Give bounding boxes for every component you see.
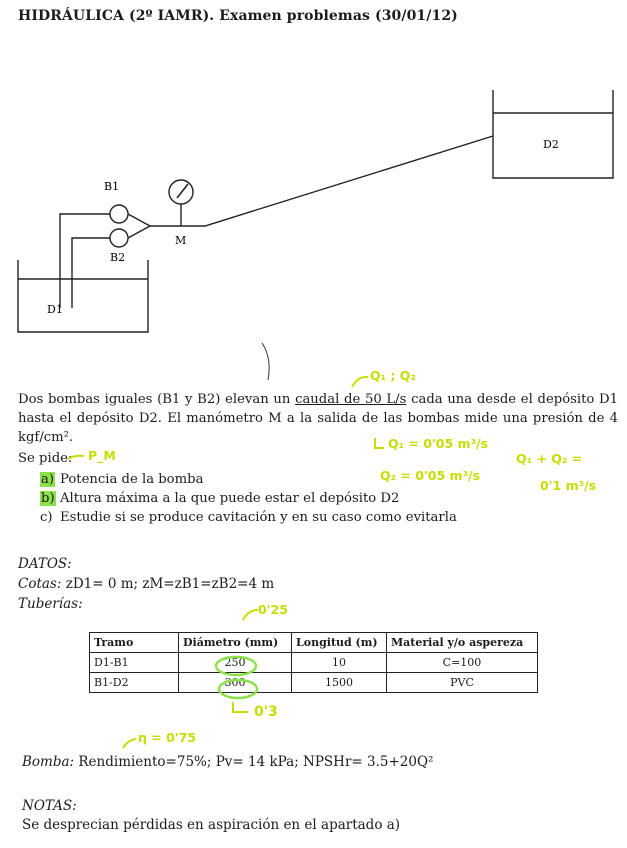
junction — [128, 214, 150, 238]
tank-d1 — [18, 260, 148, 332]
hw-q1: Q₁ = 0'05 m³/s — [388, 436, 489, 451]
question-b: b) Altura máxima a la que puede estar el depósito D2 — [41, 491, 400, 506]
hydraulic-schematic — [0, 80, 627, 380]
tank-d2 — [493, 90, 613, 178]
se-pide: Se pide: — [18, 451, 73, 466]
table-header-row: Tramo Diámetro (mm) Longitud (m) Material y/o aspereza — [90, 633, 538, 653]
bomba-data: Bomba: Rendimiento=75%; Pv= 14 kPa; NPSHr= 3.5+20Q² — [22, 754, 434, 770]
table-row: D1-B1 250 10 C=100 — [90, 653, 538, 673]
hw-sum-value: 0'1 m³/s — [540, 478, 597, 493]
underlined-flow: caudal de 50 L/s — [295, 392, 407, 407]
label-d1: D1 — [47, 303, 63, 316]
discharge-pipe — [150, 136, 493, 226]
suction-pipe-b1 — [60, 214, 110, 308]
datos-heading: DATOS: — [18, 556, 72, 572]
problem-statement: Dos bombas iguales (B1 y B2) elevan un caudal de 50 L/s cada una desde el depósito D1 hasta el depósito D2. El manómetro M a la salida de las bombas mide una presión de 4 kgf/cm². — [18, 392, 619, 445]
question-c: c) Estudie si se produce cavitación y en su caso como evitarla — [40, 510, 457, 525]
label-b1: B1 — [104, 180, 120, 193]
question-a: a) Potencia de la bomba — [41, 472, 204, 487]
label-b2: B2 — [110, 251, 126, 264]
pump-b1 — [110, 205, 128, 223]
label-m: M — [175, 234, 187, 247]
notas-heading: NOTAS: — [22, 798, 77, 814]
hw-sum: Q₁ + Q₂ = — [516, 451, 583, 466]
pipes-table — [89, 632, 538, 693]
hw-q2: Q₂ = 0'05 m³/s — [380, 468, 481, 483]
pump-b2 — [110, 229, 128, 247]
hw-eta: η = 0'75 — [138, 730, 196, 745]
label-d2: D2 — [543, 138, 559, 151]
page-title: HIDRÁULICA (2º IAMR). Examen problemas (30/01/12) — [18, 8, 458, 24]
notas-text: Se desprecian pérdidas en aspiración en el apartado a) — [22, 817, 401, 833]
tuberias-heading: Tuberías: — [18, 596, 83, 612]
table-row: B1-D2 300 1500 PVC — [90, 673, 538, 693]
cotas: Cotas: zD1= 0 m; zM=zB1=zB2=4 m — [18, 576, 275, 592]
hw-d03: 0'3 — [254, 704, 278, 720]
hw-pm: P_M — [88, 448, 116, 463]
suction-pipe-b2 — [72, 238, 110, 308]
hw-d025: 0'25 — [258, 602, 288, 617]
hw-q1q2: Q₁ ; Q₂ — [370, 368, 416, 383]
